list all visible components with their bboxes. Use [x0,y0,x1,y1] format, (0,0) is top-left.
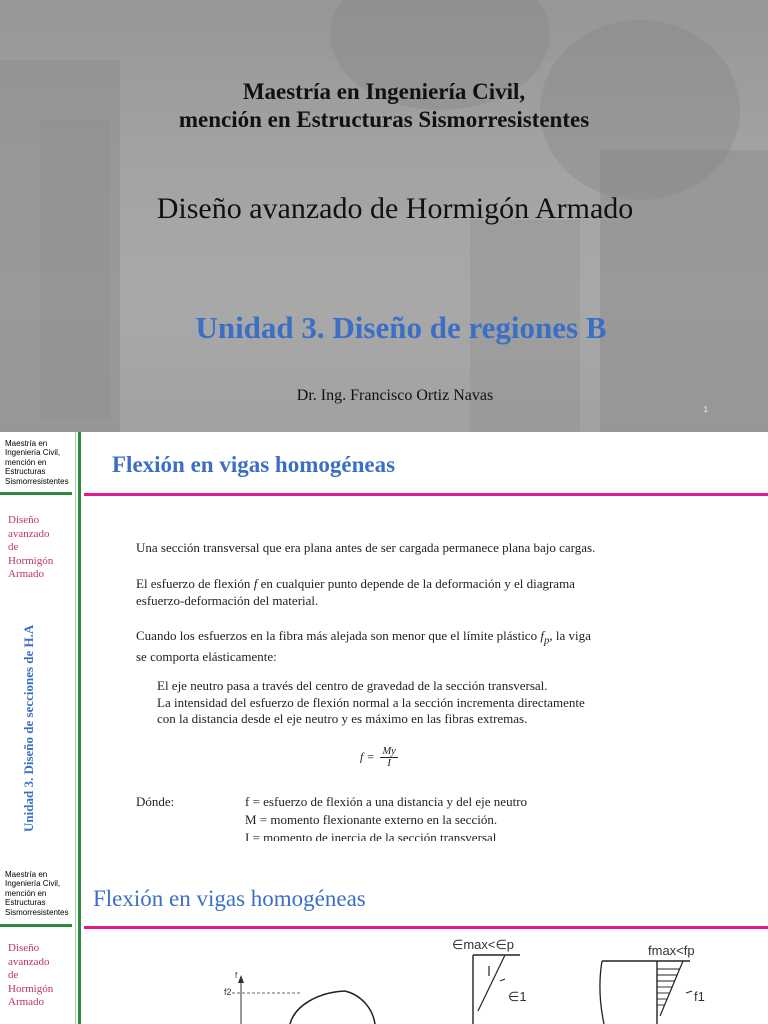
donde-label: Dónde: [136,794,175,809]
stress-leader [686,991,692,993]
text-run: El esfuerzo de flexión [136,576,254,591]
sidebar-institution-line: Sismorresistentes [5,907,69,917]
paragraph-3-line1 [136,628,591,649]
sidebar-course-line: Armado [8,568,45,580]
definition-f: f = esfuerzo de flexión a una distancia y del eje neutro [245,794,528,809]
section-curve [290,991,345,1024]
formula-denominator: I [387,758,391,769]
sidebar [0,432,72,841]
program-title-line1: Maestría en Ingeniería Civil, [242,79,526,104]
text-run: Cuando los esfuerzos en la fibra más alejada son menor que el límite plástico [136,628,541,643]
stress-arrows [657,969,680,1005]
section-curve-right [345,991,375,1024]
formula-numerator: My [382,746,396,757]
sidebar-course-line: de [8,541,19,553]
title-slide [0,0,768,432]
page-number: 1 [703,405,708,414]
program-title-line2: mención en Estructuras Sismorresistentes [178,107,590,132]
definition-m: M = momento flexionante externo en la sección. [245,812,498,827]
strain-max-label: ∈max<∈p [452,937,515,952]
title-underline [84,493,768,496]
stress-max-label: fmax<fp [648,943,695,958]
sidebar-institution-line: Ingeniería Civil, [5,879,61,889]
sidebar-institution-line: Estructuras [5,467,46,477]
unit-title: Unidad 3. Diseño de regiones B [195,310,607,345]
strain-line [478,955,505,1011]
slide-title: Flexión en vigas homogéneas [93,886,366,911]
paragraph-2 [136,576,575,609]
sidebar-institution-line: Sismorresistentes [5,476,69,486]
formula-lhs: f = [360,749,375,764]
strain-side-label: ∈1 [508,989,527,1004]
vertical-divider-thin [75,432,76,841]
paragraph-2-line2: esfuerzo-deformación del material. [136,592,319,608]
sidebar-course-line: avanzado [8,527,50,540]
bending-formula [360,746,398,769]
sidebar-course-line: Diseño [8,942,40,954]
sidebar-unit-vertical: Unidad 3. Diseño de secciones de H.A [21,624,36,832]
paragraph-4 [157,678,585,728]
sidebar-course-line: avanzado [8,955,50,968]
sidebar-institution [5,439,69,486]
paragraph-1: Una sección transversal que era plana antes de ser cargada permanece plana bajo cargas. [136,540,596,555]
paragraph-4-line2: La intensidad del esfuerzo de flexión normal a la sección incrementa directamente [157,694,585,710]
sidebar-course-line: de [8,969,19,981]
content-slide-2 [0,841,768,1024]
sidebar-institution-line: Ingeniería Civil, [5,448,61,458]
sidebar-course-line: Armado [8,996,45,1008]
stress-boundary [600,961,604,1024]
symbol-fp: f [540,628,544,643]
formula-fraction [380,746,397,769]
content-slide-1 [0,432,768,841]
author: Dr. Ing. Francisco Ortiz Navas [296,387,494,404]
sidebar-institution-line: mención en [5,888,47,898]
paragraph-3 [136,628,591,666]
paragraph-4-line3: con la distancia desde el eje neutro y es máximo en las fibras extremas. [157,711,528,726]
text-run: en cualquier punto depende de la deformación y el diagrama [257,576,575,591]
slide-title: Flexión en vigas homogéneas [112,452,396,477]
bending-diagram [0,841,768,1024]
sidebar-course-line: Hormigón [8,554,54,567]
symbol-subscript: p [543,634,550,647]
definition-i: I = momento de inercia de la sección transversal [245,830,497,841]
sidebar-institution-line: mención en [5,457,47,467]
paragraph-2-line1 [136,576,575,593]
paragraph-4-line1: El eje neutro pasa a través del centro de gravedad de la sección transversal. [157,678,548,693]
sidebar-divider [0,492,72,495]
sidebar-institution-line: Maestría en [5,439,48,448]
strain-leader [500,979,505,981]
paragraph-3-line2: se comporta elásticamente: [136,649,277,665]
symbol-f: f [253,576,258,591]
program-title [0,78,768,134]
axis-arrow [238,975,244,983]
sidebar-course-line: Hormigón [8,982,54,995]
vertical-divider [78,432,81,841]
sidebar-course-line: Diseño [8,514,40,526]
axis-f-label: f [235,971,238,980]
sidebar-institution-line: Maestría en [5,870,48,879]
course-title: Diseño avanzado de Hormigón Armado [156,192,634,225]
stress-side-label: f1 [694,989,705,1004]
sidebar-institution-line: Estructuras [5,898,46,908]
text-run: , la viga [549,628,591,643]
sidebar-course [8,514,53,582]
axis-f2-label: f2 [224,987,232,997]
